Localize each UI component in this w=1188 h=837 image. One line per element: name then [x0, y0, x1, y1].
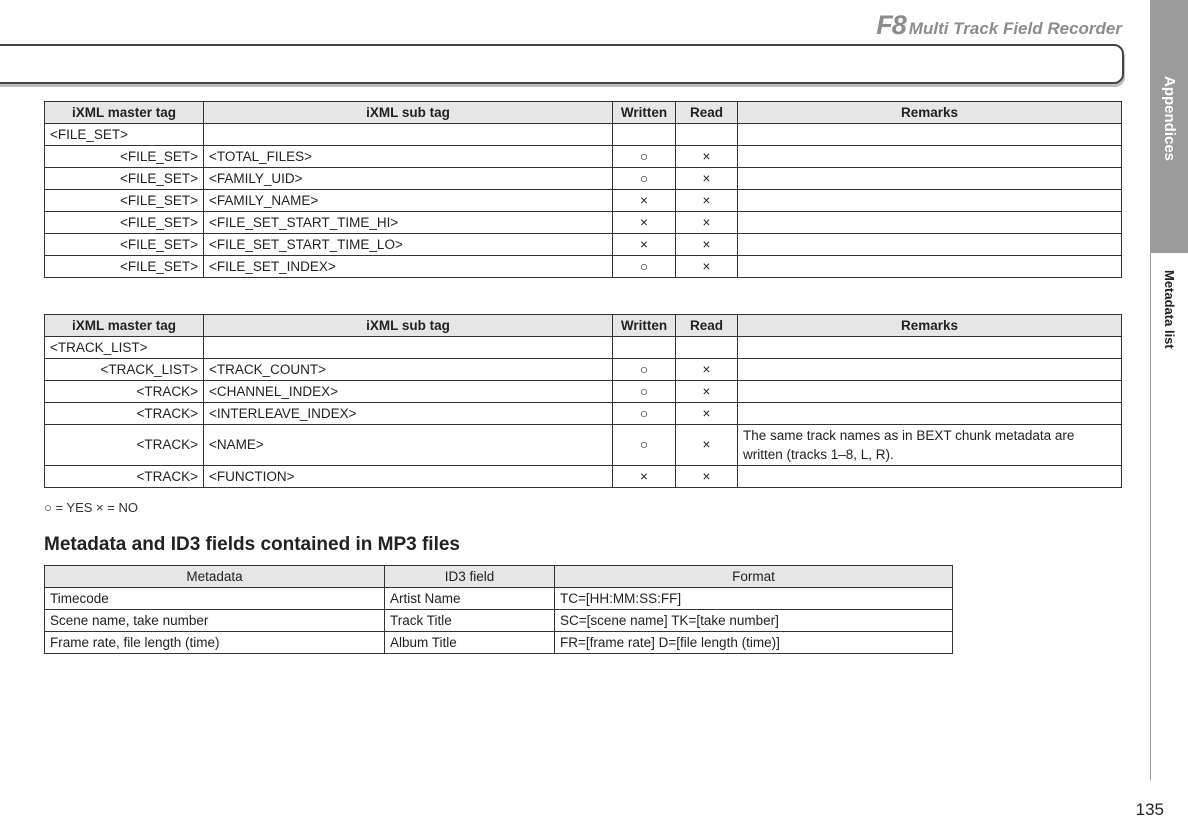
- section-title: Metadata and ID3 fields contained in MP3 files: [44, 534, 460, 555]
- written-cell: ○: [613, 359, 676, 381]
- sub-tag-cell: <INTERLEAVE_INDEX>: [204, 403, 613, 425]
- master-tag-cell: <FILE_SET>: [45, 146, 204, 168]
- written-cell: [613, 337, 676, 359]
- read-cell: [676, 337, 738, 359]
- track-list-table: [44, 314, 1122, 488]
- column-header: Remarks: [738, 102, 1122, 124]
- read-cell: ×: [676, 190, 738, 212]
- written-cell: ○: [613, 168, 676, 190]
- master-tag-cell: <TRACK_LIST>: [45, 337, 204, 359]
- id3-field-cell: Track Title: [385, 610, 555, 632]
- column-header: Written: [613, 315, 676, 337]
- metadata-cell: Timecode: [45, 588, 385, 610]
- sub-tag-cell: <CHANNEL_INDEX>: [204, 381, 613, 403]
- table-row: [45, 381, 1122, 403]
- format-cell: TC=[HH:MM:SS:FF]: [555, 588, 953, 610]
- read-cell: ×: [676, 359, 738, 381]
- master-tag-cell: <TRACK>: [45, 403, 204, 425]
- id3-field-cell: Album Title: [385, 632, 555, 654]
- sub-tag-cell: <TOTAL_FILES>: [204, 146, 613, 168]
- column-header: iXML master tag: [45, 102, 204, 124]
- metadata-cell: Scene name, take number: [45, 610, 385, 632]
- remarks-cell: The same track names as in BEXT chunk metadata are written (tracks 1–8, L, R).: [738, 425, 1122, 466]
- file-set-table: [44, 101, 1122, 278]
- remarks-cell: [738, 212, 1122, 234]
- table-header-row: [45, 566, 953, 588]
- model-name: F8: [876, 10, 906, 40]
- table-row: [45, 337, 1122, 359]
- table-row: [45, 359, 1122, 381]
- table-row: [45, 190, 1122, 212]
- table-row: [45, 146, 1122, 168]
- written-cell: ○: [613, 381, 676, 403]
- side-section-label: Metadata list: [1162, 270, 1177, 349]
- table-header-row: [45, 102, 1122, 124]
- column-header: Read: [676, 315, 738, 337]
- column-header: ID3 field: [385, 566, 555, 588]
- table-row: [45, 403, 1122, 425]
- sub-tag-cell: <TRACK_COUNT>: [204, 359, 613, 381]
- remarks-cell: [738, 403, 1122, 425]
- written-cell: ○: [613, 256, 676, 278]
- document-title: [876, 10, 1122, 41]
- page-number: 135: [1135, 800, 1164, 819]
- read-cell: ×: [676, 403, 738, 425]
- table-row: [45, 425, 1122, 466]
- sub-tag-cell: <FUNCTION>: [204, 466, 613, 488]
- master-tag-cell: <TRACK>: [45, 381, 204, 403]
- read-cell: ×: [676, 212, 738, 234]
- table-row: [45, 168, 1122, 190]
- table-row: [45, 212, 1122, 234]
- remarks-cell: [738, 124, 1122, 146]
- sub-tag-cell: <FILE_SET_START_TIME_LO>: [204, 234, 613, 256]
- read-cell: ×: [676, 381, 738, 403]
- read-cell: ×: [676, 466, 738, 488]
- remarks-cell: [738, 234, 1122, 256]
- remarks-cell: [738, 466, 1122, 488]
- sub-tag-cell: [204, 337, 613, 359]
- table-header-row: [45, 315, 1122, 337]
- column-header: Metadata: [45, 566, 385, 588]
- written-cell: ×: [613, 234, 676, 256]
- column-header: Format: [555, 566, 953, 588]
- read-cell: ×: [676, 425, 738, 466]
- remarks-cell: [738, 168, 1122, 190]
- legend-note: ○ = YES × = NO: [44, 500, 138, 515]
- column-header: Written: [613, 102, 676, 124]
- id3-field-cell: Artist Name: [385, 588, 555, 610]
- table-row: [45, 466, 1122, 488]
- table-row: [45, 256, 1122, 278]
- master-tag-cell: <FILE_SET>: [45, 190, 204, 212]
- read-cell: ×: [676, 234, 738, 256]
- master-tag-cell: <TRACK>: [45, 425, 204, 466]
- remarks-cell: [738, 190, 1122, 212]
- master-tag-cell: <TRACK>: [45, 466, 204, 488]
- column-header: iXML sub tag: [204, 315, 613, 337]
- written-cell: [613, 124, 676, 146]
- table-row: [45, 588, 953, 610]
- metadata-cell: Frame rate, file length (time): [45, 632, 385, 654]
- written-cell: ×: [613, 212, 676, 234]
- remarks-cell: [738, 146, 1122, 168]
- column-header: Remarks: [738, 315, 1122, 337]
- remarks-cell: [738, 359, 1122, 381]
- written-cell: ○: [613, 403, 676, 425]
- format-cell: SC=[scene name] TK=[take number]: [555, 610, 953, 632]
- read-cell: ×: [676, 256, 738, 278]
- sub-tag-cell: <FAMILY_NAME>: [204, 190, 613, 212]
- column-header: iXML sub tag: [204, 102, 613, 124]
- sub-tag-cell: [204, 124, 613, 146]
- master-tag-cell: <FILE_SET>: [45, 234, 204, 256]
- written-cell: ○: [613, 425, 676, 466]
- master-tag-cell: <FILE_SET>: [45, 256, 204, 278]
- header-bar: [0, 44, 1124, 84]
- table-row: [45, 234, 1122, 256]
- table-row: [45, 124, 1122, 146]
- read-cell: ×: [676, 168, 738, 190]
- column-header: iXML master tag: [45, 315, 204, 337]
- table-row: [45, 632, 953, 654]
- remarks-cell: [738, 337, 1122, 359]
- master-tag-cell: <FILE_SET>: [45, 124, 204, 146]
- master-tag-cell: <FILE_SET>: [45, 168, 204, 190]
- column-header: Read: [676, 102, 738, 124]
- table-row: [45, 610, 953, 632]
- written-cell: ×: [613, 466, 676, 488]
- product-subtitle: Multi Track Field Recorder: [908, 19, 1122, 38]
- remarks-cell: [738, 256, 1122, 278]
- remarks-cell: [738, 381, 1122, 403]
- sub-tag-cell: <FILE_SET_START_TIME_HI>: [204, 212, 613, 234]
- read-cell: ×: [676, 146, 738, 168]
- sub-tag-cell: <NAME>: [204, 425, 613, 466]
- master-tag-cell: <FILE_SET>: [45, 212, 204, 234]
- written-cell: ×: [613, 190, 676, 212]
- mp3-metadata-table: [44, 565, 953, 654]
- format-cell: FR=[frame rate] D=[file length (time)]: [555, 632, 953, 654]
- sub-tag-cell: <FAMILY_UID>: [204, 168, 613, 190]
- master-tag-cell: <TRACK_LIST>: [45, 359, 204, 381]
- sub-tag-cell: <FILE_SET_INDEX>: [204, 256, 613, 278]
- side-tab-label: Appendices: [1161, 76, 1178, 162]
- read-cell: [676, 124, 738, 146]
- written-cell: ○: [613, 146, 676, 168]
